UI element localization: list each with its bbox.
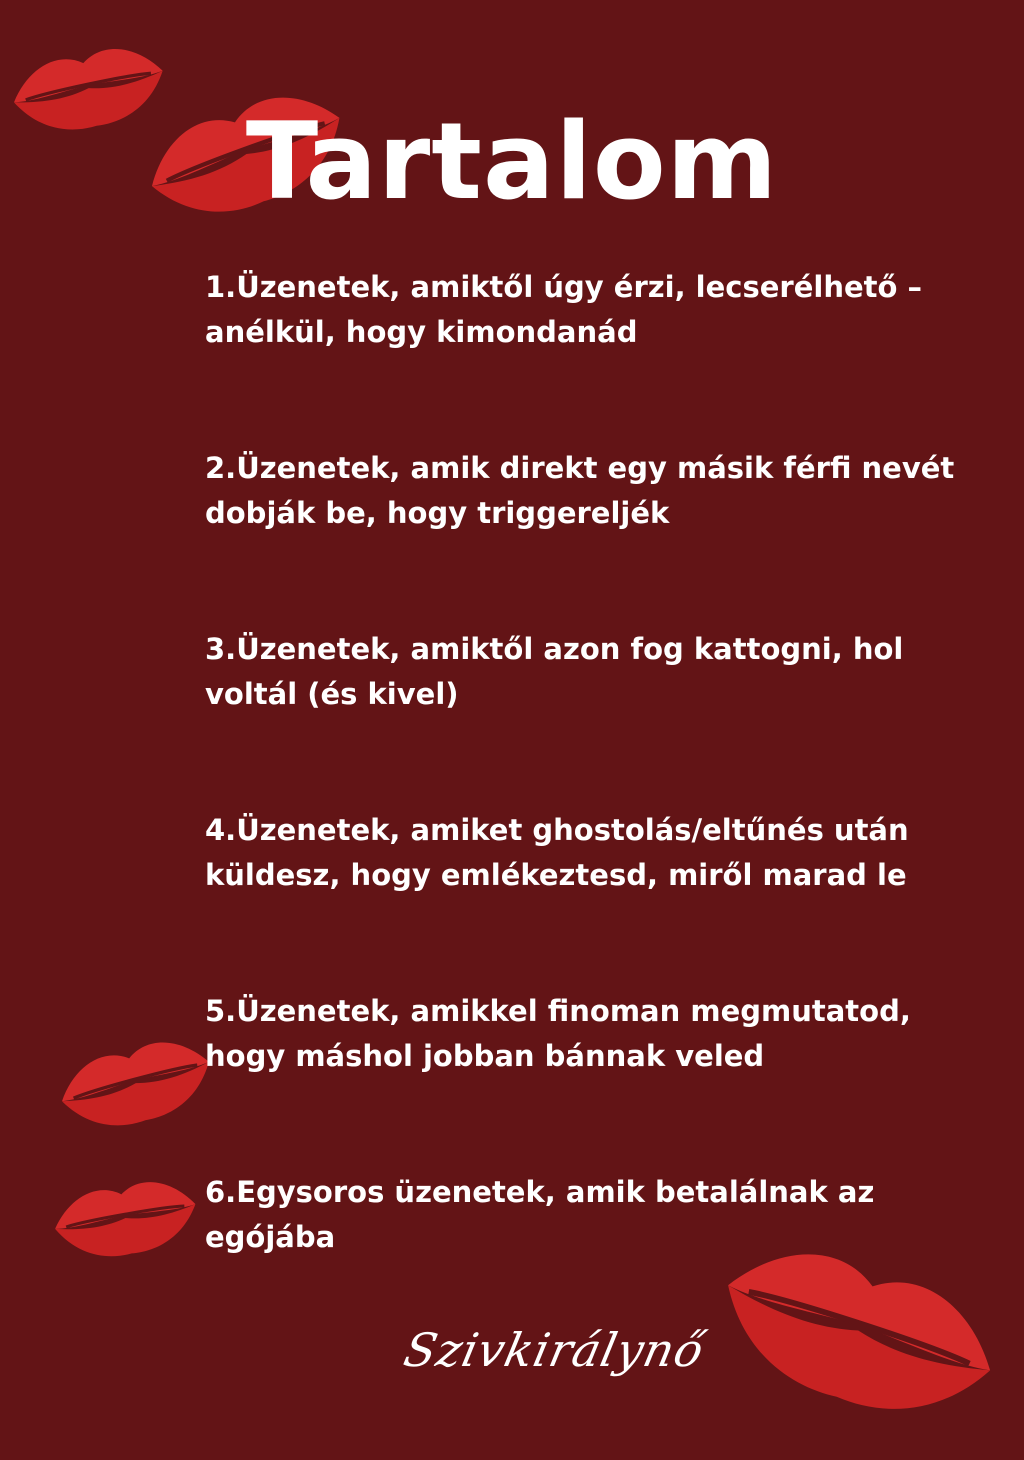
toc-item: 2.Üzenetek, amik direkt egy másik férfi nevét dobják be, hogy triggereljék bbox=[205, 451, 955, 530]
toc-item: 3.Üzenetek, amiktől azon fog kattogni, hol voltál (és kivel) bbox=[205, 632, 904, 711]
page-title: Tartalom bbox=[245, 100, 779, 223]
toc-item: 1.Üzenetek, amiktől úgy érzi, lecserélhető – anélkül, hogy kimondanád bbox=[205, 270, 923, 349]
lipstick-kiss-icon bbox=[42, 1148, 209, 1282]
toc-item: 5.Üzenetek, amikkel finoman megmutatod, hogy máshol jobban bánnak veled bbox=[205, 994, 911, 1073]
toc-item: 4.Üzenetek, amiket ghostolás/eltűnés után küldesz, hogy emlékeztesd, miről marad le bbox=[205, 813, 909, 892]
table-of-contents bbox=[205, 265, 965, 1351]
signature: Szivkirálynő bbox=[399, 1323, 710, 1377]
lipstick-kiss-icon bbox=[42, 1001, 228, 1158]
toc-item: 6.Egysoros üzenetek, amik betalálnak az egójába bbox=[205, 1175, 875, 1254]
